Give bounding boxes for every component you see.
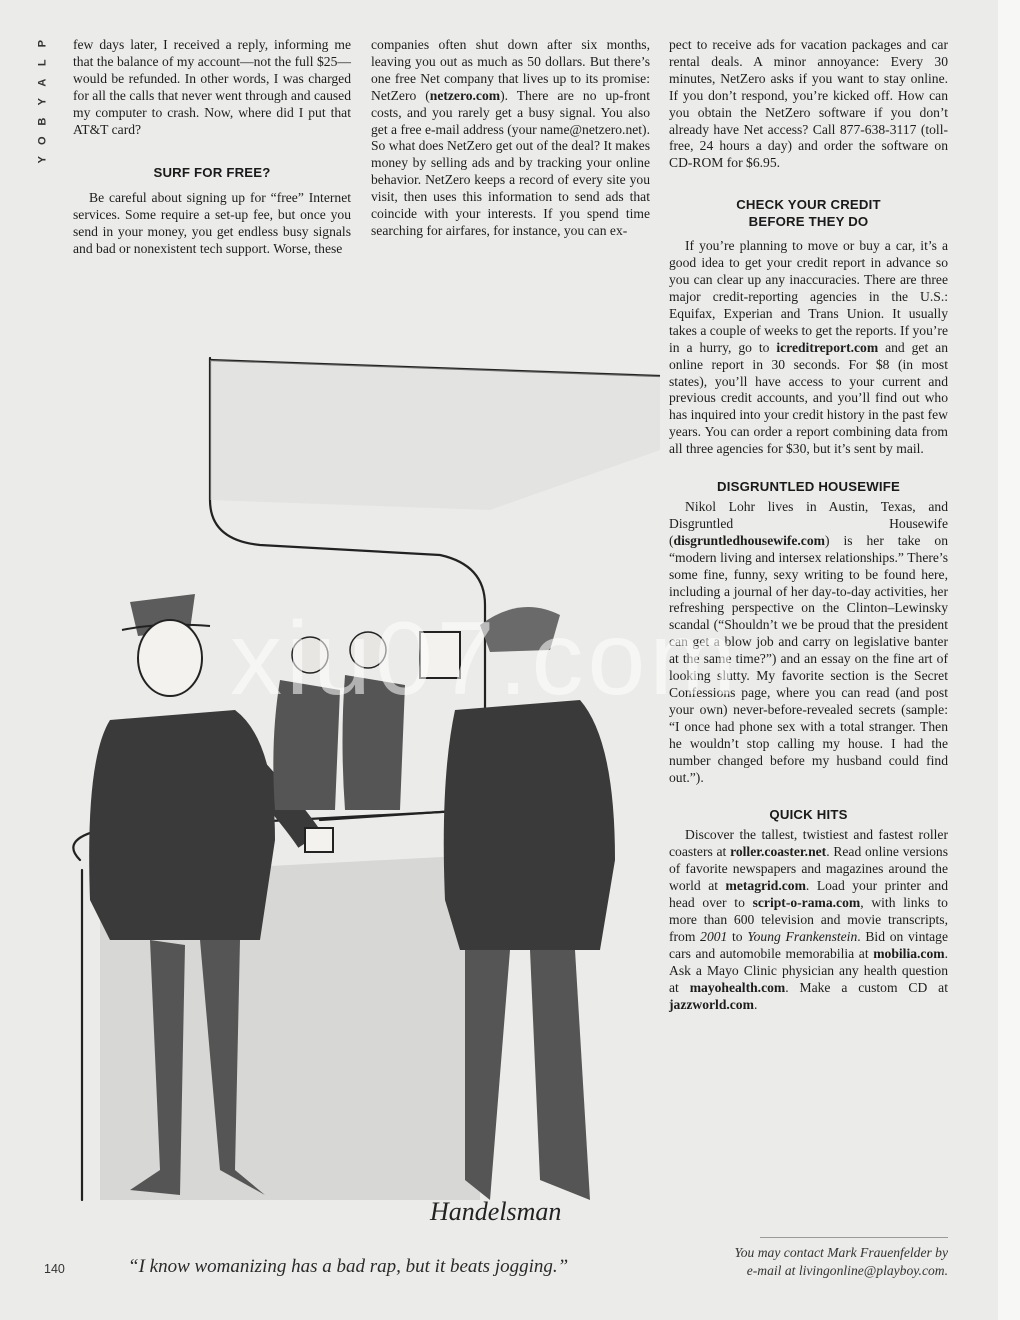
url-jazzworld: jazzworld.com bbox=[669, 996, 754, 1012]
text-run: ) is her take on “modern living and intersex relationships.” There’s some fine, funny, sexy writing to be found here, including a journal of her day-to-day activities, her refreshing perspective on the Clinton–Lewinsky scandal (“Shouldn’t we be proud that the president can get a blow job and carry on legislative banter at the same time?”) and an essay on the fine art of looking slutty. My favorite section is the Secret Confessions page, where you can read (and post your own) never-before-revealed secrets (sample: “I once had phone sex with a total stranger. Then he wouldn’t stop calling my house. I had the number changed before my husband could find out.”). bbox=[669, 532, 948, 785]
running-head-letter: O bbox=[36, 136, 49, 145]
url-mobilia: mobilia.com bbox=[873, 945, 945, 961]
running-head-letter: A bbox=[36, 78, 49, 87]
text-run: , with links to more than 600 television and movie transcripts, from bbox=[669, 895, 948, 944]
text-run: Nikol Lohr lives in Austin, Texas, and Disgruntled Housewife ( bbox=[669, 499, 948, 548]
paragraph bbox=[669, 238, 948, 458]
paragraph: few days later, I received a reply, informing me that the balance of my account—not the full $25—would be refunded. In other words, I was charged for all the calls that never went through and caused my computer to crash. Now, where did I put that AT&T card? bbox=[73, 37, 351, 137]
contact-line: e-mail at livingonline@playboy.com. bbox=[746, 1263, 948, 1278]
paragraph bbox=[669, 499, 948, 786]
running-head-letter: Y bbox=[36, 98, 49, 106]
running-head-letter: Y bbox=[36, 156, 49, 164]
url-icreditreport: icreditreport.com bbox=[776, 339, 879, 355]
text-run: and get an online report in 30 seconds. For $8 (in most states), you’ll have access to your current and previous credit accounts, and you’ll find out who has inquired into your credit history in the past few years. You can order a report combining data from all three agencies for $30, but it’s sent by mail. bbox=[669, 339, 948, 457]
running-head-letter: P bbox=[36, 40, 49, 48]
column-2 bbox=[371, 37, 650, 240]
url-netzero: netzero.com bbox=[429, 87, 501, 103]
running-head bbox=[38, 34, 56, 170]
url-mayohealth: mayohealth.com bbox=[689, 979, 786, 995]
text-run: . bbox=[753, 996, 758, 1012]
paragraph: Be careful about signing up for “free” Internet services. Some require a set-up fee, but once you send in your money, you get endless busy signals and bad or nonexistent tech support. Worse, these bbox=[73, 190, 351, 257]
paragraph bbox=[371, 37, 650, 240]
author-contact bbox=[669, 1244, 948, 1280]
text-run: to bbox=[727, 928, 748, 944]
title-young-frankenstein: Young Frankenstein bbox=[747, 928, 858, 944]
url-roller-coaster: roller.coaster.net bbox=[730, 844, 827, 860]
url-metagrid: metagrid.com bbox=[725, 878, 806, 894]
text-run: ). There are no up-front costs, and you rarely get a busy signal. You also get a free e-mail address (your name@netzero.net). So what does NetZero get out of the deal? It makes money by selling ads and by tracking your online behavior. NetZero keeps a record of every site you visit, then uses this information to send ads that coincide with your interests. If you spend time searching for airfares, for instance, you can ex- bbox=[371, 87, 650, 238]
artist-signature: Handelsman bbox=[430, 1197, 562, 1226]
section-heading-check-credit bbox=[669, 196, 948, 230]
page-number: 140 bbox=[44, 1262, 65, 1276]
cartoon-illustration bbox=[60, 340, 660, 1240]
section-heading-surf-for-free: SURF FOR FREE? bbox=[153, 165, 271, 181]
heading-line: BEFORE THEY DO bbox=[748, 214, 869, 230]
contact-divider bbox=[760, 1237, 948, 1238]
url-script-o-rama: script-o-rama.com bbox=[752, 895, 861, 911]
running-head-letter: L bbox=[36, 59, 49, 67]
heading-line: CHECK YOUR CREDIT bbox=[736, 197, 881, 213]
text-run: If you’re planning to move or buy a car, it’s a good idea to get your credit report in advance so you can clear up any inaccuracies. There are three major credit-reporting agencies in the U.S.: Equifax, Experian and Trans Union. It usually takes a couple of weeks to get the reports. If you’re in a hurry, go to bbox=[669, 238, 948, 355]
column-1 bbox=[73, 37, 351, 258]
text-run: . Bid on vintage cars and automobile memorabilia at bbox=[669, 928, 949, 961]
text-run: . Ask a Mayo Clinic physician any health question at bbox=[669, 945, 948, 995]
text-run: companies often shut down after six months, leaving you out as much as 50 dollars. But there’s one free Net company that lives up to its promise: NetZero ( bbox=[371, 37, 650, 103]
watermark: xiu07.com bbox=[230, 601, 740, 717]
section-heading-disgruntled-housewife: DISGRUNTLED HOUSEWIFE bbox=[717, 479, 900, 495]
paragraph: pect to receive ads for vacation packages and car rental deals. A minor annoyance: Every 30 minutes, NetZero asks if you want to stay online. If you don’t respond, you’re kicked off. How can you obtain the NetZero software if you don’t already have Net access? Call 877-638-3117 (toll-free, 24 hours a day) and order the software on CD-ROM for $6.95. bbox=[669, 37, 948, 171]
section-heading-quick-hits: QUICK HITS bbox=[769, 807, 848, 823]
background-patrons bbox=[273, 632, 405, 810]
text-run: Discover the tallest, twistiest and fastest roller coasters at bbox=[669, 827, 948, 860]
column-3 bbox=[669, 37, 948, 1013]
url-disgruntledhousewife: disgruntledhousewife.com bbox=[673, 532, 825, 548]
cartoon-caption: “I know womanizing has a bad rap, but it beats jogging.” bbox=[128, 1256, 569, 1277]
text-run: . Make a custom CD at bbox=[785, 979, 948, 995]
contact-line: You may contact Mark Frauenfelder by bbox=[734, 1245, 948, 1260]
running-head-letter: B bbox=[36, 117, 49, 126]
title-2001: 2001 bbox=[700, 928, 728, 944]
text-run: . Read online versions of favorite newspapers and magazines around the world at bbox=[669, 844, 949, 894]
page-edge bbox=[998, 0, 1020, 1320]
paragraph bbox=[669, 827, 948, 1013]
text-run: . Load your printer and head over to bbox=[669, 878, 948, 911]
